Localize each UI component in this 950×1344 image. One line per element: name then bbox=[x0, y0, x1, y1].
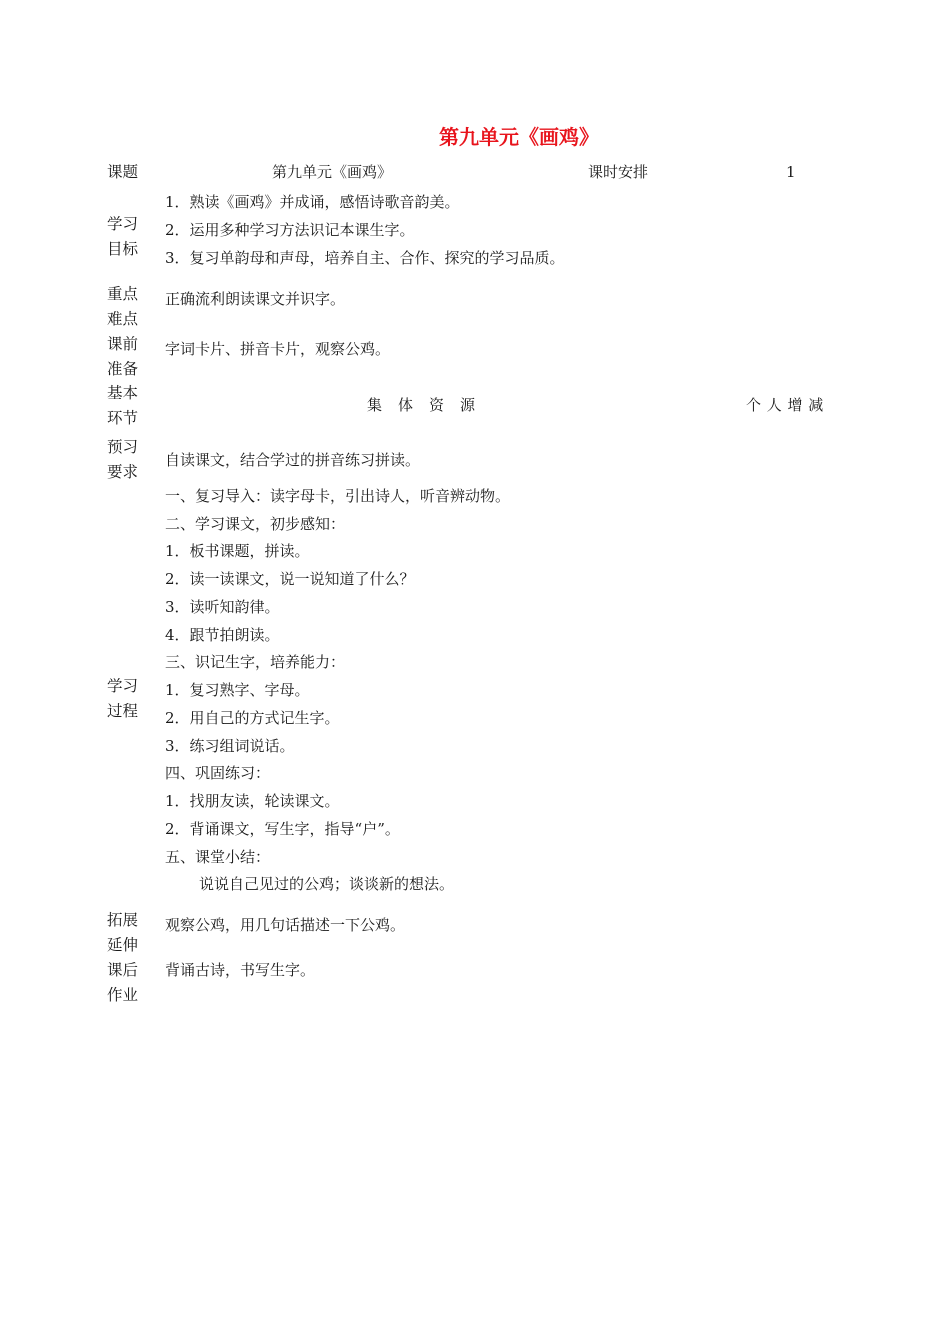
preview-text: 自读课文，结合学过的拼音练习拼读。 bbox=[165, 451, 421, 469]
collective-resources-heading: 集 体 资 源 bbox=[367, 396, 476, 414]
schedule-value: 1 bbox=[786, 163, 796, 181]
process-line: 2．读一读课文，说一说知道了什么？ bbox=[165, 570, 415, 588]
preparation-label: 课前 准备 bbox=[107, 335, 139, 378]
process-line: 2．用自己的方式记生字。 bbox=[165, 709, 340, 727]
key-points-label: 重点 难点 bbox=[107, 285, 139, 328]
goal-item: 3．复习单韵母和声母，培养自主、合作、探究的学习品质。 bbox=[165, 249, 565, 267]
preparation-text: 字词卡片、拼音卡片，观察公鸡。 bbox=[165, 340, 391, 358]
extension-label: 拓展 延伸 bbox=[107, 911, 139, 954]
process-line: 4．跟节拍朗读。 bbox=[165, 626, 280, 644]
process-line: 一、复习导入：读字母卡，引出诗人，听音辨动物。 bbox=[165, 487, 511, 505]
process-line: 3．练习组词说话。 bbox=[165, 737, 295, 755]
homework-text: 背诵古诗，书写生字。 bbox=[165, 961, 316, 979]
process-line: 二、学习课文，初步感知： bbox=[165, 515, 346, 533]
process-line: 五、课堂小结： bbox=[165, 848, 271, 866]
page-title: 第九单元《画鸡》 bbox=[439, 125, 599, 149]
goal-item: 2．运用多种学习方法识记本课生字。 bbox=[165, 221, 415, 239]
homework-label: 课后 作业 bbox=[107, 961, 139, 1004]
process-line: 1．板书课题，拼读。 bbox=[165, 542, 310, 560]
process-line: 1．找朋友读，轮读课文。 bbox=[165, 792, 340, 810]
process-line: 3．读听知韵律。 bbox=[165, 598, 280, 616]
process-line: 1．复习熟字、字母。 bbox=[165, 681, 310, 699]
extension-text: 观察公鸡，用几句话描述一下公鸡。 bbox=[165, 916, 406, 934]
process-line: 2．背诵课文，写生字，指导“户”。 bbox=[165, 820, 400, 838]
process-line: 四、巩固练习： bbox=[165, 764, 271, 782]
key-points-text: 正确流利朗读课文并识字。 bbox=[165, 290, 346, 308]
process-line: 说说自己见过的公鸡；谈谈新的想法。 bbox=[199, 875, 455, 893]
goals-label: 学习 目标 bbox=[107, 215, 139, 258]
header-label: 课题 bbox=[107, 163, 139, 181]
basic-steps-label: 基本 环节 bbox=[107, 384, 139, 427]
goal-item: 1．熟读《画鸡》并成诵，感悟诗歌音韵美。 bbox=[165, 193, 460, 211]
schedule-label: 课时安排 bbox=[588, 163, 649, 181]
personal-adjustments-heading: 个 人 增 减 bbox=[746, 396, 824, 414]
process-label: 学习 过程 bbox=[107, 677, 139, 720]
header-topic: 第九单元《画鸡》 bbox=[272, 163, 393, 181]
preview-label: 预习 要求 bbox=[107, 438, 139, 481]
process-line: 三、识记生字，培养能力： bbox=[165, 653, 346, 671]
